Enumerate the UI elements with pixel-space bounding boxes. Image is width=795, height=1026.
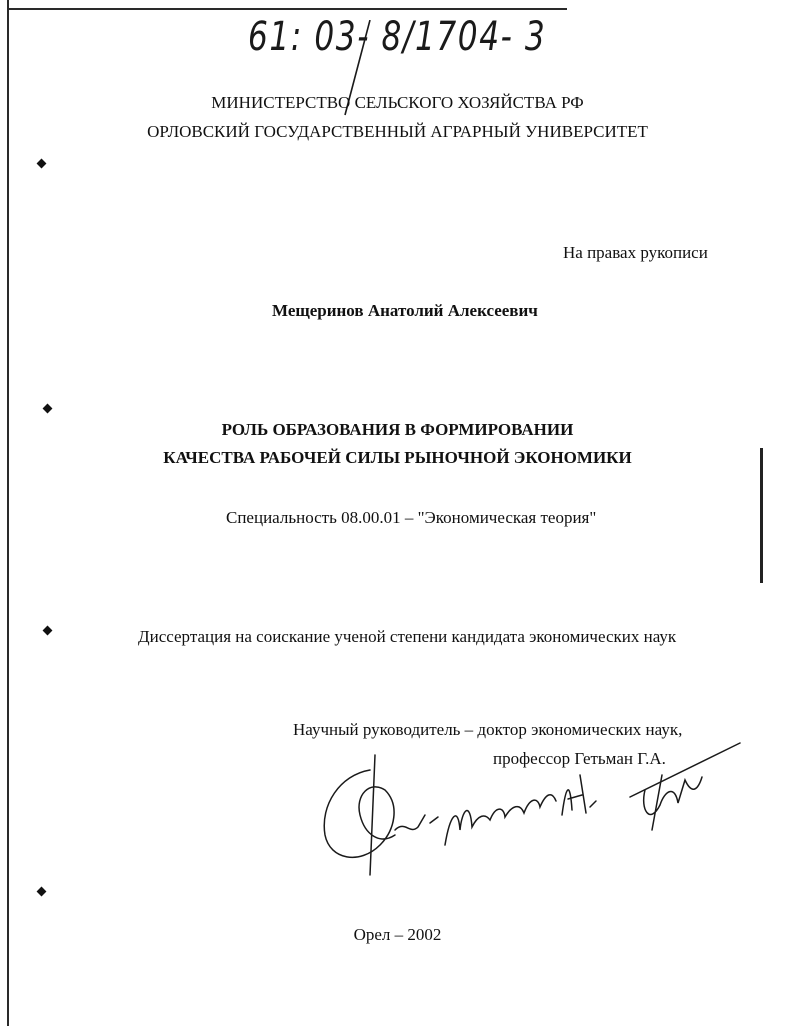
- ministry-name: МИНИСТЕРСТВО СЕЛЬСКОГО ХОЗЯЙСТВА РФ: [211, 93, 584, 112]
- dissertation-title-line-1: РОЛЬ ОБРАЗОВАНИЯ В ФОРМИРОВАНИИ: [221, 420, 574, 439]
- scan-left-edge: [7, 0, 9, 1026]
- binding-hole-mark: [37, 159, 47, 169]
- author-signature: [324, 743, 740, 875]
- dissertation-description: Диссертация на соискание ученой степени кандидата экономических наук: [138, 627, 677, 646]
- archive-code: 61: 03- 8/1704- 3: [248, 14, 547, 60]
- handwritten-signatures: [300, 735, 770, 885]
- scan-right-edge: [760, 448, 763, 583]
- author-name: Мещеринов Анатолий Алексеевич: [272, 301, 538, 320]
- specialty: Специальность 08.00.01 – "Экономическая теория": [226, 508, 597, 527]
- supervisor-line-1: Научный руководитель – доктор экономических наук,: [293, 720, 683, 739]
- dissertation-title-line-2: КАЧЕСТВА РАБОЧЕЙ СИЛЫ РЫНОЧНОЙ ЭКОНОМИКИ: [163, 448, 632, 467]
- manuscript-note: На правах рукописи: [563, 243, 708, 262]
- university-name: ОРЛОВСКИЙ ГОСУДАРСТВЕННЫЙ АГРАРНЫЙ УНИВЕРСИТЕТ: [147, 122, 648, 141]
- scan-top-edge: [7, 8, 567, 10]
- binding-hole-mark: [37, 887, 47, 897]
- binding-hole-mark: [43, 404, 53, 414]
- supervisor-line-2: профессор Гетьман Г.А.: [493, 749, 666, 768]
- binding-hole-mark: [43, 626, 53, 636]
- city-year: Орел – 2002: [353, 925, 442, 944]
